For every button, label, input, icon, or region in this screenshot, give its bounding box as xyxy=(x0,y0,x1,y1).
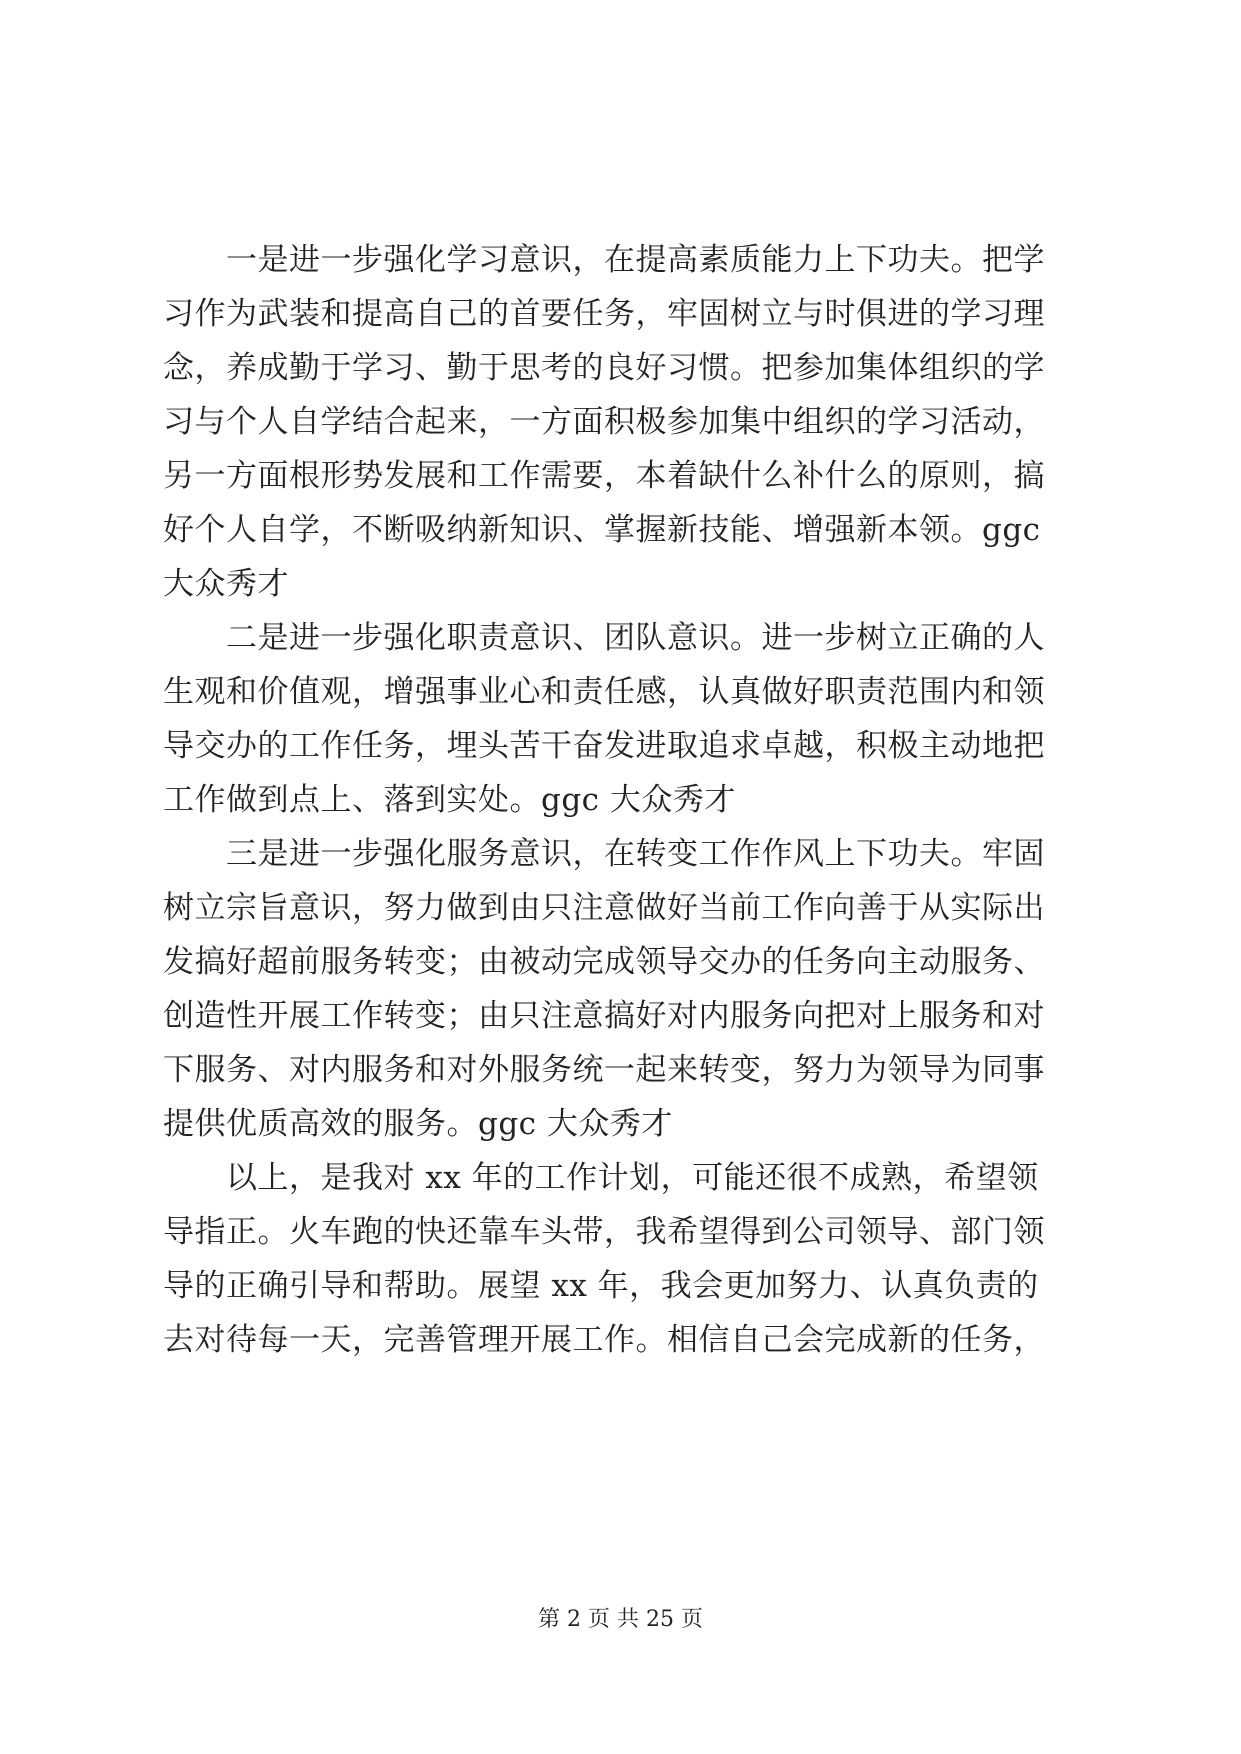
paragraph-line: 导指正。火车跑的快还靠车头带，我希望得到公司领导、部门领 xyxy=(163,1214,1045,1250)
paragraph-line: 下服务、对内服务和对外服务统一起来转变，努力为领导为同事 xyxy=(163,1052,1045,1088)
paragraph-line: 习与个人自学结合起来，一方面积极参加集中组织的学习活动， xyxy=(163,404,1045,440)
paragraph-line: 生观和价值观，增强事业心和责任感，认真做好职责范围内和领 xyxy=(163,674,1045,710)
paragraph-line: 二是进一步强化职责意识、团队意识。进一步树立正确的人 xyxy=(226,620,1045,656)
paragraph-line: 发搞好超前服务转变；由被动完成领导交办的任务向主动服务、 xyxy=(163,944,1045,980)
page-number-footer: 第 2 页 共 25 页 xyxy=(538,1607,703,1632)
paragraph-line: 创造性开展工作转变；由只注意搞好对内服务向把对上服务和对 xyxy=(163,998,1045,1034)
paragraph-line: 念，养成勤于学习、勤于思考的良好习惯。把参加集体组织的学 xyxy=(163,350,1045,386)
paragraph-line: 好个人自学，不断吸纳新知识、掌握新技能、增强新本领。ggc xyxy=(163,512,1041,548)
paragraph-line: 树立宗旨意识，努力做到由只注意做好当前工作向善于从实际出 xyxy=(163,890,1045,926)
paragraph-line: 提供优质高效的服务。ggc 大众秀才 xyxy=(163,1106,673,1142)
paragraph-line: 一是进一步强化学习意识，在提高素质能力上下功夫。把学 xyxy=(226,242,1045,278)
paragraph-line: 去对待每一天，完善管理开展工作。相信自己会完成新的任务， xyxy=(163,1322,1045,1358)
paragraph-line: 导交办的工作任务，埋头苦干奋发进取追求卓越，积极主动地把 xyxy=(163,728,1045,764)
paragraph-line: 导的正确引导和帮助。展望 xx 年，我会更加努力、认真负责的 xyxy=(163,1268,1039,1304)
paragraph-line: 另一方面根形势发展和工作需要，本着缺什么补什么的原则，搞 xyxy=(163,458,1045,494)
paragraph-line: 三是进一步强化服务意识，在转变工作作风上下功夫。牢固 xyxy=(226,836,1045,872)
paragraph-line: 习作为武装和提高自己的首要任务，牢固树立与时俱进的学习理 xyxy=(163,296,1045,332)
paragraph-line: 以上，是我对 xx 年的工作计划，可能还很不成熟，希望领 xyxy=(226,1160,1039,1196)
paragraph-line: 大众秀才 xyxy=(163,566,289,602)
paragraph-line: 工作做到点上、落到实处。ggc 大众秀才 xyxy=(163,782,736,818)
